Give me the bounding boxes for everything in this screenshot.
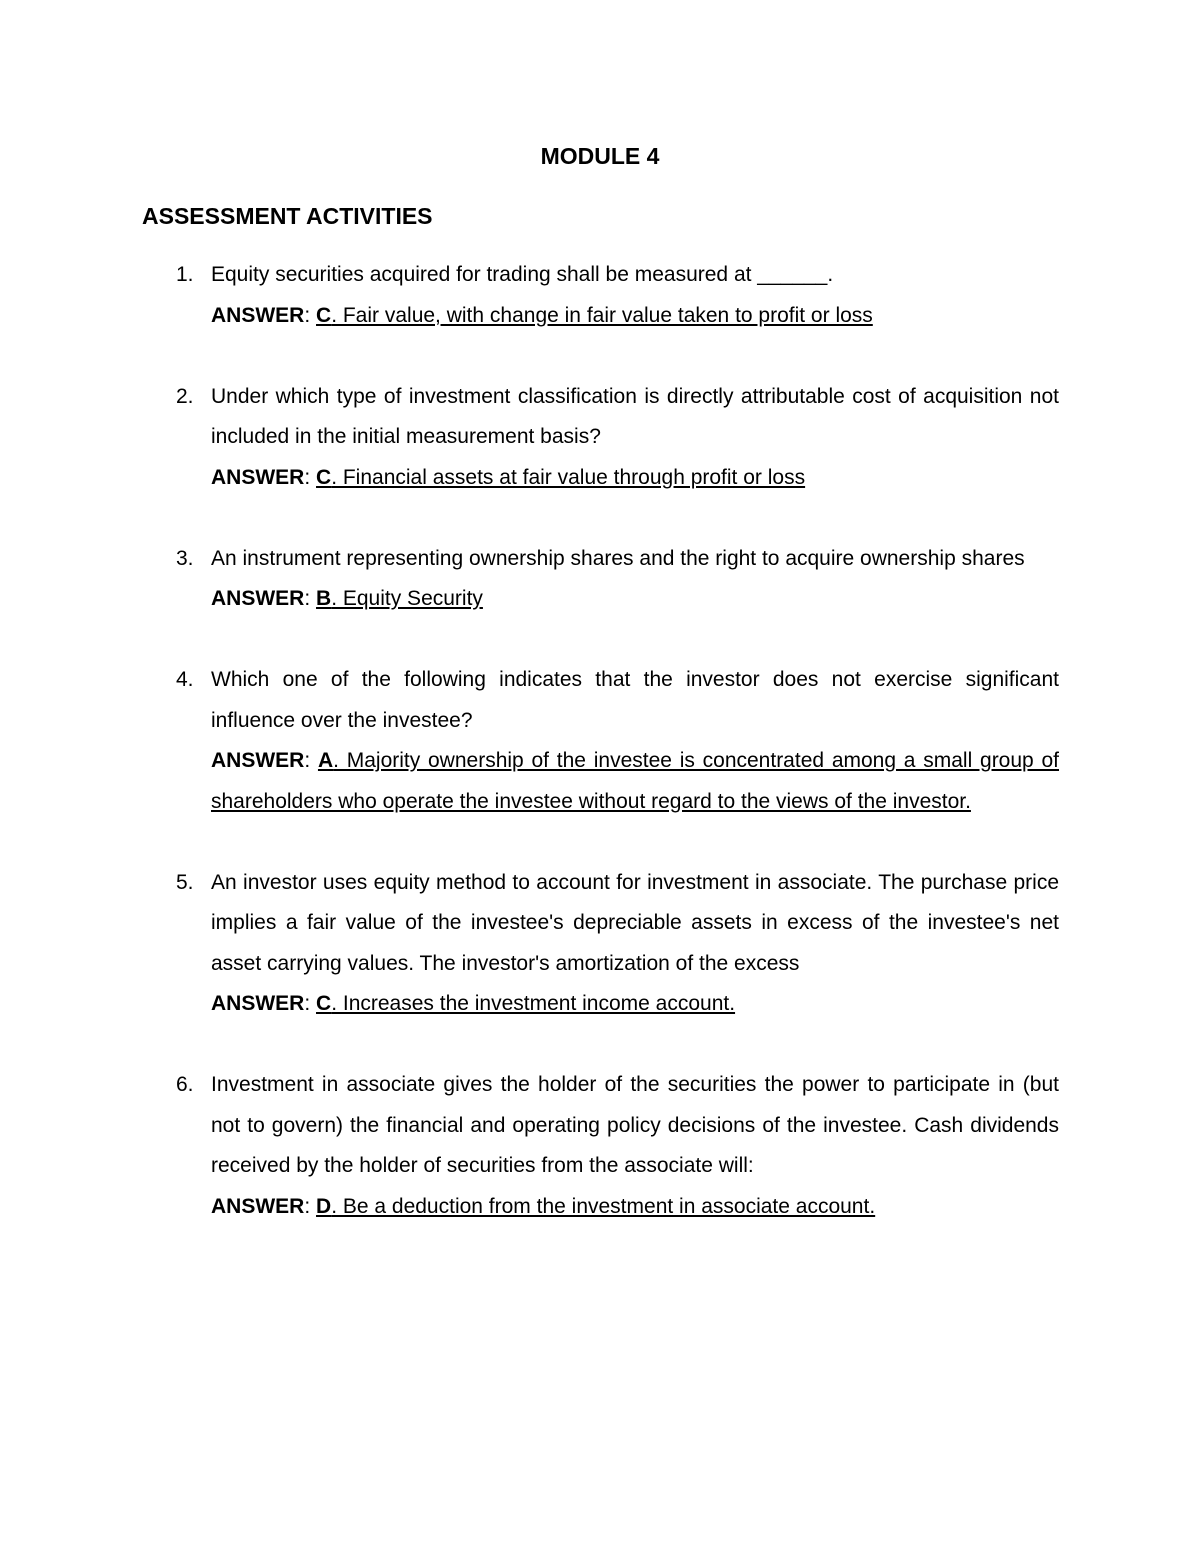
answer-line: ANSWER: C. Increases the investment income account.	[211, 992, 736, 1015]
question-number: 6.	[176, 1073, 194, 1096]
question-number: 3.	[176, 546, 194, 570]
question-list	[0, 255, 1200, 1268]
answer-text: . Majority ownership of the investee is concentrated among a small group of shareholders who operate the investee without regard to the views of the investor.	[211, 749, 1060, 813]
answer-letter: D	[316, 1194, 332, 1218]
question-item-1	[0, 255, 1200, 336]
answer-line: ANSWER: B. Equity Security	[211, 587, 483, 610]
question-item-6	[0, 1065, 1200, 1227]
question-item-2	[0, 377, 1200, 499]
question-body	[211, 539, 1059, 620]
question-body	[211, 863, 1059, 1025]
question-number: 1.	[176, 263, 194, 286]
answer-text: . Financial assets at fair value through profit or loss	[331, 465, 806, 489]
question-body	[211, 255, 1059, 336]
answer-letter: C	[316, 992, 332, 1015]
answer-line: ANSWER: C. Financial assets at fair value through profit or loss	[211, 465, 806, 489]
answer-label: ANSWER	[211, 992, 305, 1015]
answer-text: . Equity Security	[331, 587, 483, 610]
answer-letter: C	[316, 303, 332, 327]
answer-label: ANSWER	[211, 749, 305, 772]
question-item-3	[0, 539, 1200, 620]
answer-label: ANSWER	[211, 587, 305, 610]
question-number: 4.	[176, 668, 194, 691]
question-item-5	[0, 863, 1200, 1025]
answer-label: ANSWER	[211, 1194, 305, 1218]
answer-label: ANSWER	[211, 303, 305, 327]
question-text: An instrument representing ownership shares and the right to acquire ownership shares	[211, 546, 1025, 570]
answer-label: ANSWER	[211, 465, 305, 489]
question-body	[211, 660, 1059, 822]
question-text: An investor uses equity method to account for investment in associate. The purchase price implies a fair value of the investee's depreciable assets in excess of the investee's net asset carrying values. The investor's amortization of the excess	[211, 870, 1059, 975]
page-title: MODULE 4	[540, 143, 660, 169]
answer-line: ANSWER: C. Fair value, with change in fair value taken to profit or loss	[211, 303, 873, 327]
answer-letter: B	[316, 587, 332, 610]
question-text: Investment in associate gives the holder of the securities the power to participate in (but not to govern) the financial and operating policy decisions of the investee. Cash dividends received by the holder of securities from the associate will:	[211, 1073, 1059, 1177]
question-text: Which one of the following indicates that the investor does not exercise significant influence over the investee?	[211, 668, 1059, 732]
answer-text: . Be a deduction from the investment in associate account.	[331, 1194, 876, 1218]
answer-line: ANSWER: D. Be a deduction from the investment in associate account.	[211, 1194, 876, 1218]
question-body	[211, 377, 1059, 499]
answer-text: . Fair value, with change in fair value taken to profit or loss	[331, 303, 873, 327]
answer-letter: C	[316, 465, 332, 489]
question-body	[211, 1065, 1059, 1227]
answer-text: . Increases the investment income account.	[331, 992, 736, 1015]
question-item-4	[0, 660, 1200, 822]
section-heading: ASSESSMENT ACTIVITIES	[142, 203, 433, 229]
answer-line: ANSWER: A. Majority ownership of the investee is concentrated among a small group of shareholders who operate the investee without regard to the views of the investor.	[211, 749, 1060, 813]
answer-letter: A	[317, 749, 334, 772]
question-text: Equity securities acquired for trading shall be measured at ______.	[211, 263, 834, 286]
question-number: 5.	[176, 870, 194, 894]
question-number: 2.	[176, 384, 194, 408]
question-text: Under which type of investment classification is directly attributable cost of acquisition not included in the initial measurement basis?	[211, 384, 1059, 448]
